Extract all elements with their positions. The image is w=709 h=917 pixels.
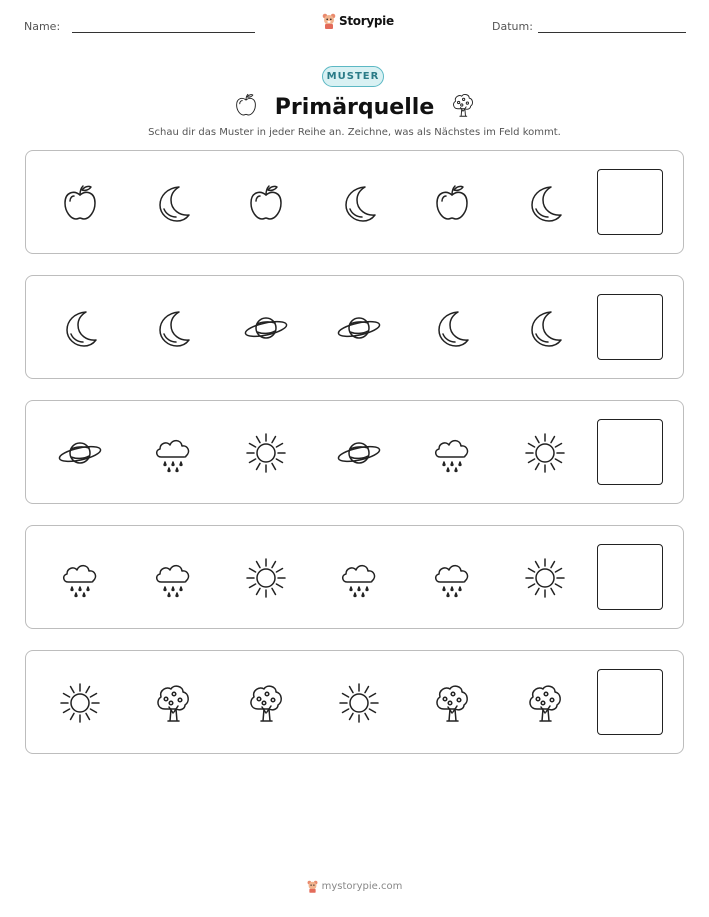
apple-icon [242,179,290,227]
moon-icon [521,179,569,227]
answer-box[interactable] [597,294,663,360]
pattern-row [25,150,684,254]
instructions: Schau dir das Muster in jeder Reihe an. Zeichne, was als Nächstes im Feld kommt. [148,127,561,138]
planet-icon [56,429,104,477]
date-label: Datum: [492,20,533,33]
pattern-row [25,400,684,504]
cloud-icon [335,554,383,602]
bear-logo-icon [307,880,318,893]
moon-icon [428,304,476,352]
moon-icon [149,179,197,227]
cloud-icon [149,554,197,602]
sun-icon [242,429,290,477]
planet-icon [335,429,383,477]
tree-icon [428,679,476,727]
brand-logo [322,13,394,29]
sun-icon [521,554,569,602]
category-badge: MUSTER [322,66,384,87]
tree-icon [149,679,197,727]
answer-box[interactable] [597,169,663,235]
sun-icon [335,679,383,727]
moon-icon [56,304,104,352]
name-line[interactable] [72,32,255,33]
pattern-row [25,650,684,754]
apple-icon [231,90,261,124]
brand-name: Storypie [339,14,394,28]
answer-box[interactable] [597,419,663,485]
answer-box[interactable] [597,544,663,610]
moon-icon [521,304,569,352]
moon-icon [149,304,197,352]
sun-icon [521,429,569,477]
tree-icon [448,90,478,124]
planet-icon [335,304,383,352]
pattern-row [25,525,684,629]
cloud-icon [428,429,476,477]
planet-icon [242,304,290,352]
cloud-icon [149,429,197,477]
apple-icon [56,179,104,227]
apple-icon [428,179,476,227]
sun-icon [56,679,104,727]
cloud-icon [56,554,104,602]
tree-icon [521,679,569,727]
page-title: Primärquelle [274,94,435,120]
title-row [0,90,709,124]
answer-box[interactable] [597,669,663,735]
name-label: Name: [24,20,61,33]
pattern-row [25,275,684,379]
moon-icon [335,179,383,227]
footer-url: mystorypie.com [321,881,403,892]
sun-icon [242,554,290,602]
cloud-icon [428,554,476,602]
date-line[interactable] [538,32,686,33]
tree-icon [242,679,290,727]
bear-logo-icon [322,13,336,29]
footer [0,880,709,893]
